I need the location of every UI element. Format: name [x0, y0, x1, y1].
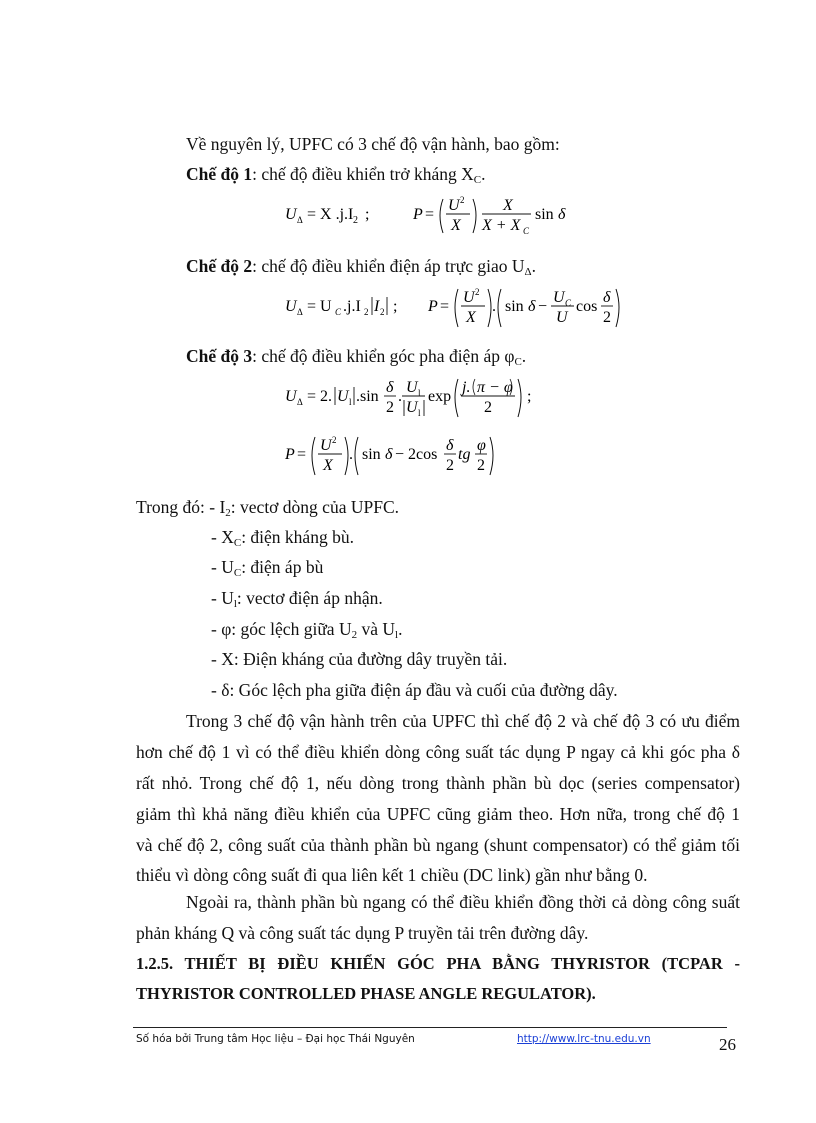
- svg-text:sin: sin: [535, 206, 554, 223]
- where-item-sub: C: [233, 567, 242, 579]
- mode3-line: [186, 345, 526, 367]
- svg-text:;: ;: [527, 388, 532, 405]
- mode1-line: [186, 163, 485, 185]
- para2-line: phản kháng Q và công suất tác dụng P truyền tải trên đường dây.: [136, 923, 589, 943]
- mode2-label: Chế độ 2: [186, 256, 253, 276]
- mode2-line: [186, 255, 536, 277]
- where-lead: Trong đó: - I: [136, 497, 226, 517]
- svg-text:l: l: [418, 408, 421, 418]
- svg-text:.: .: [349, 446, 353, 463]
- equation-mode1: [285, 193, 585, 248]
- svg-text:C: C: [523, 226, 530, 236]
- svg-text:2: 2: [460, 195, 465, 205]
- mode2-tail: .: [531, 256, 536, 276]
- svg-text:;: ;: [393, 298, 398, 315]
- svg-text:U: U: [463, 289, 475, 306]
- svg-text:C: C: [565, 298, 572, 308]
- where-item-sub: l: [233, 598, 237, 610]
- svg-text:P: P: [413, 206, 423, 223]
- svg-text:tg: tg: [458, 446, 471, 463]
- svg-text:sin: sin: [362, 446, 381, 463]
- svg-text:Δ: Δ: [297, 397, 303, 407]
- where-item-text: : điện áp bù: [241, 557, 324, 577]
- where-item-text2: .: [398, 619, 403, 639]
- svg-text:P: P: [428, 298, 438, 315]
- svg-text:X: X: [503, 197, 513, 214]
- intro-line: [186, 133, 560, 155]
- equation-mode2: [285, 285, 625, 340]
- where-item: [211, 618, 402, 640]
- para1-line: giảm thì khả năng điều khiển của UPFC cũng giảm theo. Hơn nữa, trong chế độ 1: [136, 804, 740, 824]
- svg-text:δ: δ: [558, 206, 566, 223]
- svg-text:2: 2: [353, 215, 358, 226]
- where-item-pre: - U: [211, 557, 234, 577]
- svg-text:I: I: [374, 298, 380, 315]
- svg-text:= 2.: = 2.: [307, 388, 333, 405]
- svg-text:U: U: [285, 388, 297, 405]
- where-lead-sub: 2: [225, 507, 231, 519]
- svg-text:2: 2: [386, 399, 394, 416]
- equation-mode3-voltage: [285, 375, 545, 430]
- intro-text: Về nguyên lý, UPFC có 3 chế độ vận hành, bao gồm:: [186, 134, 560, 154]
- mode1-text: : chế độ điều khiển trở kháng X: [252, 164, 474, 184]
- mode3-sub: C: [514, 356, 522, 368]
- svg-text:U: U: [285, 298, 297, 315]
- section-heading: THYRISTOR CONTROLLED PHASE ANGLE REGULATOR).: [136, 984, 596, 1003]
- svg-text:C: C: [335, 307, 342, 317]
- para1-line: rất nhỏ. Trong chế độ 1, nếu dòng trong thành phần bù dọc (series compensator): [136, 773, 740, 793]
- svg-text:2: 2: [380, 307, 385, 317]
- equation-mode3-power: [285, 433, 515, 488]
- equation-mode3-power-svg: [285, 433, 515, 483]
- equation-mode3-voltage-svg: [285, 375, 545, 425]
- where-item: [211, 556, 323, 578]
- where-item-sub: 2: [351, 629, 358, 641]
- svg-text:l: l: [418, 388, 421, 398]
- where-item: [211, 648, 507, 670]
- svg-text:δ: δ: [603, 289, 611, 306]
- mode1-label: Chế độ 1: [186, 164, 253, 184]
- para1-line: Trong 3 chế độ vận hành trên của UPFC thì chế độ 2 và chế độ 3 có ưu điểm: [186, 711, 740, 731]
- svg-text:δ: δ: [385, 446, 393, 463]
- svg-text:=: =: [297, 446, 307, 463]
- where-item-text: và U: [357, 619, 395, 639]
- svg-text:exp: exp: [428, 388, 452, 405]
- svg-text:Δ: Δ: [297, 307, 303, 317]
- where-item: [211, 587, 383, 609]
- para1-line: thiểu vì dòng công suất đi qua liên kết 1 chiều (DC link) gần như bằng 0.: [136, 865, 648, 885]
- svg-text:=: =: [440, 298, 450, 315]
- svg-text:X: X: [466, 309, 476, 326]
- svg-text:X + X: X + X: [482, 217, 521, 234]
- mode1-sub: C: [473, 174, 482, 186]
- svg-text:2: 2: [446, 457, 454, 474]
- svg-text:δ: δ: [446, 437, 454, 454]
- svg-text:2: 2: [364, 307, 369, 317]
- where-item-pre: - X: [211, 527, 234, 547]
- mode1-tail: .: [481, 164, 486, 184]
- svg-text:U: U: [406, 379, 418, 396]
- svg-text:δ: δ: [386, 379, 394, 396]
- mode2-sub: Δ: [524, 266, 532, 278]
- where-item-pre: - X: Điện kháng của đường dây truyền tải.: [211, 649, 508, 669]
- equation-mode2-svg: [285, 285, 625, 335]
- svg-text:2: 2: [477, 457, 485, 474]
- mode3-text: : chế độ điều khiển góc pha điện áp φ: [252, 346, 515, 366]
- svg-text:2: 2: [484, 399, 492, 416]
- svg-text:= U: = U: [307, 298, 332, 315]
- svg-text:2: 2: [332, 435, 337, 445]
- where-lead-line: [136, 496, 399, 518]
- svg-text:=: =: [425, 206, 435, 223]
- svg-text:U: U: [406, 399, 418, 416]
- svg-text:j.: j.: [462, 379, 471, 396]
- svg-text:−: −: [538, 298, 548, 315]
- footer-link[interactable]: http://www.lrc-tnu.edu.vn: [517, 1033, 651, 1045]
- svg-text:U: U: [448, 197, 460, 214]
- where-item-sub: C: [233, 537, 242, 549]
- svg-text:P: P: [285, 446, 295, 463]
- svg-text:U: U: [556, 309, 568, 326]
- svg-text:− 2cos: − 2cos: [395, 446, 438, 463]
- where-item-pre: - φ: góc lệch giữa U: [211, 619, 352, 639]
- para1-line: hơn chế độ 1 vì có thể điều khiển dòng công suất tác dụng P ngay cả khi góc pha δ: [136, 742, 740, 762]
- footer-divider: [133, 1027, 727, 1028]
- svg-text:Δ: Δ: [297, 215, 303, 225]
- svg-text:l: l: [349, 397, 352, 407]
- where-item-text: : vectơ điện áp nhận.: [236, 588, 383, 608]
- svg-text:cos: cos: [576, 298, 598, 315]
- svg-text:.j.I: .j.I: [343, 298, 361, 315]
- svg-text:φ: φ: [477, 437, 486, 454]
- where-item: [211, 679, 618, 701]
- svg-text:.: .: [398, 388, 402, 405]
- mode2-text: : chế độ điều khiển điện áp trực giao U: [252, 256, 525, 276]
- where-item-text: : điện kháng bù.: [241, 527, 354, 547]
- svg-text:2: 2: [603, 309, 611, 326]
- equation-mode1-svg: [285, 193, 585, 243]
- para2-line: Ngoài ra, thành phần bù ngang có thể điều khiển đồng thời cả dòng công suất: [186, 892, 740, 912]
- svg-text:X: X: [323, 457, 333, 474]
- svg-text:U: U: [320, 437, 332, 454]
- where-item-pre: - U: [211, 588, 234, 608]
- svg-text:= X .j.I: = X .j.I: [307, 206, 354, 223]
- svg-text:.: .: [492, 298, 496, 315]
- svg-text:2: 2: [475, 287, 480, 297]
- where-item-sub2: l: [395, 629, 399, 641]
- para1-line: và chế độ 2, công suất của thành phần bù ngang (shunt compensator) có thể giảm tối: [136, 835, 740, 855]
- svg-text:X: X: [451, 217, 461, 234]
- where-item-pre: - δ: Góc lệch pha giữa điện áp đầu và cuối của đường dây.: [211, 680, 618, 700]
- svg-text:π − φ: π − φ: [477, 379, 513, 396]
- where-lead-rest: : vectơ dòng của UPFC.: [230, 497, 399, 517]
- svg-text:.sin: .sin: [356, 388, 379, 405]
- svg-text:U: U: [337, 388, 349, 405]
- mode3-tail: .: [521, 346, 527, 366]
- where-item: [211, 526, 354, 548]
- section-heading: 1.2.5. THIẾT BỊ ĐIỀU KHIỂN GÓC PHA BẰNG THYRISTOR (TCPAR -: [136, 954, 740, 973]
- svg-text:U: U: [553, 289, 565, 306]
- svg-text:δ: δ: [528, 298, 536, 315]
- svg-text:;: ;: [365, 206, 370, 223]
- svg-text:sin: sin: [505, 298, 524, 315]
- svg-text:U: U: [285, 206, 297, 223]
- page-number: 26: [719, 1035, 736, 1054]
- footer-credit: Số hóa bởi Trung tâm Học liệu – Đại học Thái Nguyên: [136, 1033, 415, 1045]
- mode3-label: Chế độ 3: [186, 346, 253, 366]
